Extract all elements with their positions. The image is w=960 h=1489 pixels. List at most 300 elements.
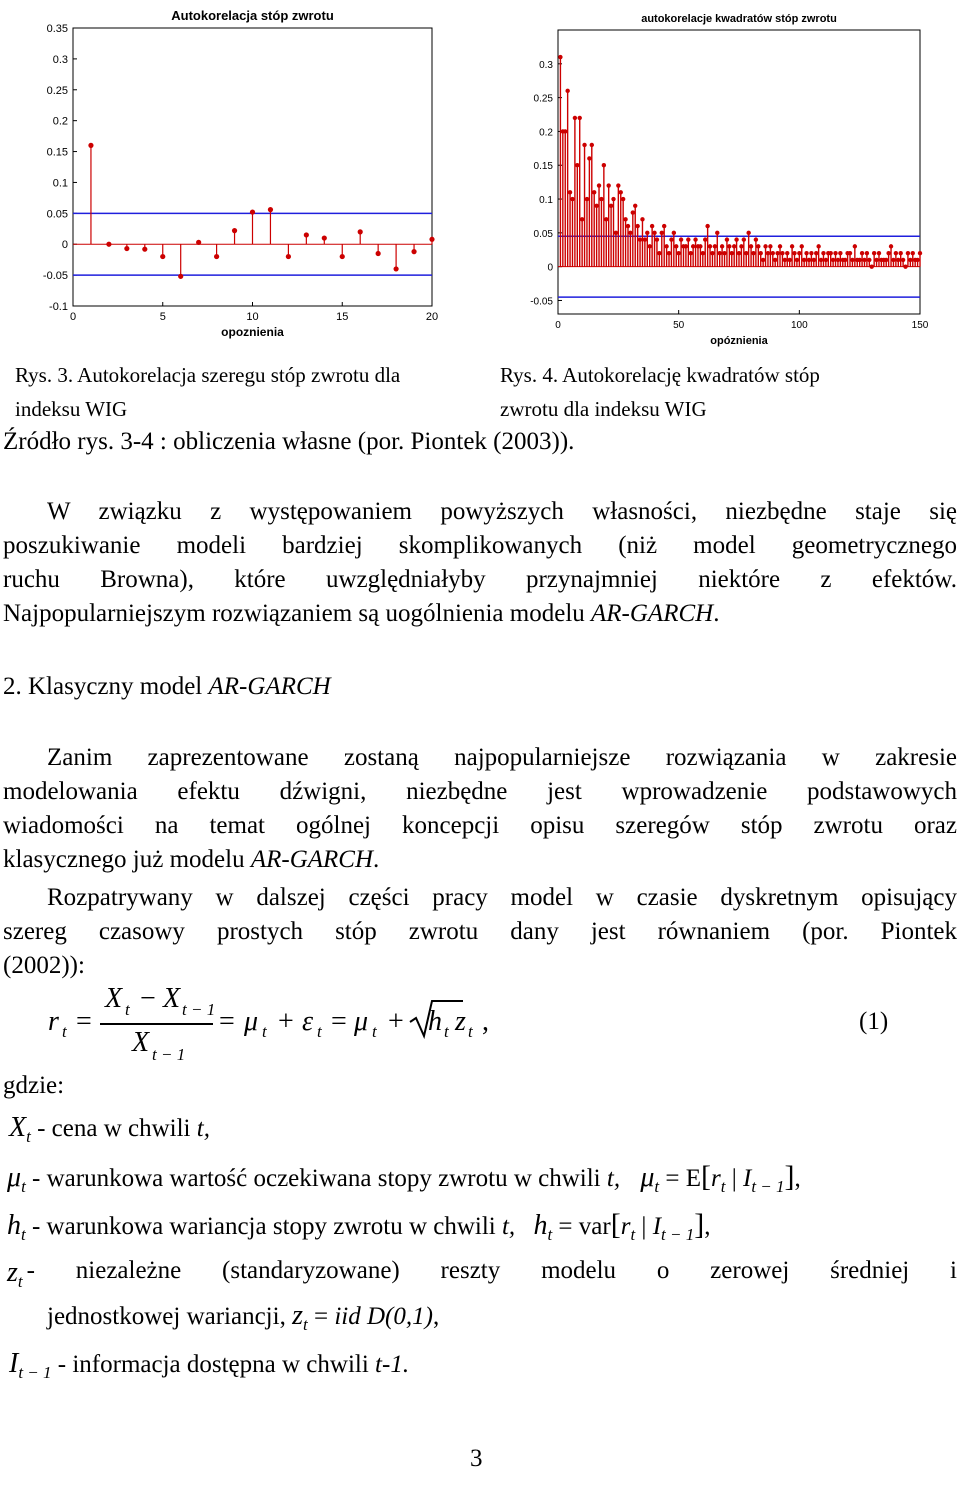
stem-point	[831, 258, 835, 262]
stem-point	[106, 242, 111, 247]
y-tick-label: 0.3	[52, 53, 68, 66]
formula-mu: $\mu_t = E[r_t$ | $I_{t - 1}$],	[640, 1160, 801, 1196]
text-fragment: Najpopularniejszym rozwiązaniem są uogólnienia modelu	[3, 600, 592, 627]
def-z-line1	[3, 1257, 957, 1292]
text-fragment: .	[373, 846, 380, 873]
stem-point	[785, 251, 789, 255]
eq-mu: μ	[244, 1006, 259, 1037]
stem-point	[763, 244, 767, 248]
stem-point	[638, 237, 642, 241]
stem-point	[394, 266, 399, 271]
stem-point	[628, 231, 632, 235]
sym-r: r	[620, 1213, 631, 1240]
stem-point	[778, 244, 782, 248]
stem-point	[886, 251, 890, 255]
sym-r: r	[711, 1165, 721, 1192]
stem-point	[590, 143, 594, 147]
stem-point	[754, 237, 758, 241]
stem-point	[713, 244, 717, 248]
stem-point	[684, 244, 688, 248]
stem-point	[870, 264, 874, 268]
def-text: jednostkowej wariancji,	[47, 1303, 293, 1330]
y-tick-label: 0	[547, 262, 553, 274]
eq-sub: t	[262, 1022, 267, 1041]
stem-point	[903, 264, 907, 268]
stem-point	[773, 258, 777, 262]
eq-plus: +	[278, 1006, 294, 1037]
def-text: - informacja dostępna w chwili	[51, 1351, 376, 1378]
stem-point	[614, 231, 618, 235]
stem-point	[679, 237, 683, 241]
model-name: AR-GARCH	[591, 600, 714, 627]
stem-point	[691, 244, 695, 248]
stem-point	[573, 116, 577, 120]
caption-left	[15, 358, 400, 426]
sym-sub: t − 1	[18, 1363, 52, 1382]
sym-z: z	[7, 1257, 18, 1288]
stem-point	[708, 244, 712, 248]
eq-equals: =	[76, 1006, 92, 1037]
stem-point	[705, 224, 709, 228]
chart-left	[0, 0, 470, 350]
stem-point	[710, 251, 714, 255]
stem-point	[376, 251, 381, 256]
sym-I: I	[9, 1348, 19, 1379]
stem-point	[843, 258, 847, 262]
stem-point	[664, 244, 668, 248]
stem-point	[575, 163, 579, 167]
section-number: 2. Klasyczny model	[3, 673, 209, 700]
stem-point	[804, 251, 808, 255]
stem-point	[751, 251, 755, 255]
stem-point	[911, 251, 915, 255]
text-line: modelowania efektu dźwigni, niezbędne jest wprowadzenie podstawowych	[3, 778, 957, 805]
y-tick-label: 0.15	[533, 161, 553, 173]
stem-point	[812, 258, 816, 262]
y-tick-label: 0.25	[533, 93, 553, 105]
where-label: gdzie:	[3, 1072, 65, 1099]
stem-point	[732, 244, 736, 248]
x-axis-label: opoznienia	[221, 325, 284, 339]
stem-point	[889, 244, 893, 248]
source-line: Źródło rys. 3-4 : obliczenia własne (por. Piontek (2003)).	[3, 428, 575, 455]
text-fragment: klasycznego już modelu	[3, 846, 251, 873]
sym-sub: t	[21, 1225, 26, 1244]
stem-point	[606, 183, 610, 187]
stem-point	[867, 258, 871, 262]
stem-point	[898, 251, 902, 255]
sym-sub: t	[302, 1315, 308, 1334]
y-tick-label: 0.05	[46, 208, 68, 221]
x-tick-label: 5	[159, 311, 166, 323]
formula-h: $h_t = var[r_t$ | $I_{t - 1}$],	[533, 1208, 711, 1244]
stem-point	[780, 251, 784, 255]
sym-E: E	[685, 1165, 702, 1192]
stem-point	[660, 231, 664, 235]
stem-point	[142, 247, 147, 252]
sym-sub: t	[17, 1272, 23, 1291]
eq-epsilon: ε	[302, 1006, 314, 1037]
stem-point	[631, 210, 635, 214]
stem-point	[746, 231, 750, 235]
sym-mu: μ	[640, 1162, 655, 1193]
eq-sub: t	[444, 1022, 449, 1041]
eq-sub: t	[317, 1022, 322, 1041]
stem-point	[759, 251, 763, 255]
stem-point	[616, 183, 620, 187]
eq-z: z	[455, 1006, 466, 1037]
definition-z	[3, 1257, 957, 1335]
stem-point	[850, 258, 854, 262]
stem-point	[874, 258, 878, 262]
stem-point	[918, 251, 922, 255]
equation-number: (1)	[859, 1008, 889, 1035]
stem-point	[802, 258, 806, 262]
y-tick-label: 0.25	[46, 84, 68, 97]
stem-point	[268, 207, 273, 212]
stem-point	[250, 209, 255, 214]
stem-point	[580, 217, 584, 221]
stem-point	[734, 237, 738, 241]
figure-left	[0, 0, 470, 350]
stem-point	[838, 251, 842, 255]
def-text: - cena w chwili	[30, 1115, 197, 1142]
sym-sub: t − 1	[751, 1177, 785, 1196]
stem-point	[872, 251, 876, 255]
x-axis-label: opóznienia	[710, 335, 768, 347]
stem-point	[565, 89, 569, 93]
stem-point	[340, 254, 345, 259]
sym-iid: iid D(0,1)	[334, 1303, 433, 1330]
stem-point	[715, 231, 719, 235]
figure-right	[490, 0, 960, 350]
caption-right-line2: zwrotu dla indeksu WIG	[500, 397, 707, 421]
stem-point	[884, 258, 888, 262]
stem-point	[722, 251, 726, 255]
stem-point	[578, 116, 582, 120]
stem-point	[563, 129, 567, 133]
stem-point	[703, 237, 707, 241]
stem-point	[896, 258, 900, 262]
x-tick-label: 0	[69, 311, 77, 323]
paragraph-1	[3, 495, 957, 631]
stem-point	[720, 244, 724, 248]
stem-point	[783, 258, 787, 262]
caption-right	[500, 358, 820, 426]
y-tick-label: 0.2	[52, 115, 68, 128]
stem-point	[411, 249, 416, 254]
stem-point	[730, 251, 734, 255]
stem-point	[877, 251, 881, 255]
stem-point	[833, 251, 837, 255]
stem-point	[568, 190, 572, 194]
stem-point	[824, 258, 828, 262]
stem-point	[744, 251, 748, 255]
y-tick-label: 0.35	[46, 23, 68, 35]
def-var: t-1.	[375, 1351, 410, 1378]
stem-point	[587, 156, 591, 160]
stem-point	[602, 163, 606, 167]
stem-point	[619, 190, 623, 194]
sym-h: h	[533, 1210, 548, 1241]
x-tick-label: 20	[425, 311, 439, 323]
stem-point	[667, 251, 671, 255]
stem-point	[853, 244, 857, 248]
sym-sub: t	[720, 1177, 726, 1196]
stem-point	[655, 237, 659, 241]
eq-sub: t	[125, 1000, 130, 1019]
section-model-name: AR-GARCH	[208, 673, 331, 700]
stem-point	[792, 251, 796, 255]
stem-point	[807, 258, 811, 262]
eq-mu: μ	[354, 1006, 369, 1037]
stem-point	[894, 251, 898, 255]
stem-point	[232, 228, 237, 233]
x-tick-label: 100	[790, 320, 808, 331]
stem-point	[737, 251, 741, 255]
sym-comma: ,	[432, 1303, 440, 1330]
stem-point	[604, 217, 608, 221]
stem-point	[672, 231, 676, 235]
sym-sub: t	[547, 1225, 553, 1244]
x-tick-label: 0	[555, 320, 561, 331]
sym-sub: t	[630, 1225, 636, 1244]
y-tick-label: 0.05	[533, 228, 553, 240]
y-tick-label: 0.1	[52, 177, 68, 190]
stem-point	[124, 246, 129, 251]
y-tick-label: 0.1	[539, 195, 553, 207]
stem-point	[609, 204, 613, 208]
eq-comma: ,	[482, 1006, 489, 1037]
text-fragment: .	[713, 600, 720, 627]
text-line: Rozpatrywany w dalszej części pracy model w czasie dyskretnym opisujący	[47, 884, 957, 911]
text-line: Zanim zaprezentowane zostaną najpopularniejsze rozwiązania w zakresie	[47, 744, 957, 771]
stem-point	[836, 258, 840, 262]
stem-point	[592, 190, 596, 194]
text-line: poszukiwanie modeli bardziej skomplikowanych (niż model geometrycznego	[3, 532, 957, 559]
eq-sub: t − 1	[182, 1000, 216, 1019]
stem-point	[597, 183, 601, 187]
stem-point	[768, 244, 772, 248]
x-tick-label: 150	[911, 320, 929, 331]
plot-frame	[73, 28, 432, 306]
stem-point	[819, 258, 823, 262]
sym-sub: t	[654, 1177, 660, 1196]
sym-eq: =	[313, 1303, 329, 1330]
x-tick-label: 10	[246, 311, 259, 323]
text-line: wiadomości na temat ogólnej koncepcji opisu szeregów stóp zwrotu oraz	[3, 812, 957, 839]
stem-point	[857, 258, 861, 262]
stem-point	[599, 197, 603, 201]
text-line	[3, 597, 957, 631]
y-tick-label: 0	[61, 239, 68, 252]
stem-point	[196, 240, 201, 245]
stem-point	[558, 55, 562, 59]
eq-X: X	[132, 1027, 150, 1058]
stem-point	[582, 143, 586, 147]
definition-mu	[3, 1160, 957, 1197]
chart-title: autokorelacje kwadratów stóp zwrotu	[641, 13, 837, 25]
definition-h	[3, 1208, 957, 1245]
stem-point	[643, 237, 647, 241]
stem-point	[689, 251, 693, 255]
sym-mu: μ	[7, 1162, 22, 1193]
text-line: W związku z występowaniem powyższych własności, niezbędne staje się	[47, 498, 957, 525]
stem-point	[626, 224, 630, 228]
stem-point	[915, 258, 919, 262]
stem-point	[657, 251, 661, 255]
stem-point	[662, 224, 666, 228]
section-heading	[3, 673, 331, 701]
stem-point	[829, 251, 833, 255]
eq-equals: =	[331, 1006, 347, 1037]
stem-point	[749, 244, 753, 248]
stem-point	[570, 197, 574, 201]
eq-sub: t	[372, 1022, 377, 1041]
stem-point	[640, 217, 644, 221]
stem-point	[717, 251, 721, 255]
stem-point	[891, 258, 895, 262]
def-var: t,	[606, 1165, 621, 1192]
stem-point	[742, 237, 746, 241]
y-tick-label: 0.2	[539, 127, 553, 139]
sym-var: var	[578, 1213, 611, 1240]
stem-point	[88, 143, 93, 148]
eq-minus: −	[140, 983, 156, 1014]
stem-point	[693, 237, 697, 241]
stem-point	[286, 254, 291, 259]
stem-point	[816, 244, 820, 248]
eq-equals: =	[219, 1006, 235, 1037]
stem-point	[809, 251, 813, 255]
stem-point	[698, 244, 702, 248]
stem-point	[623, 217, 627, 221]
paragraph-2	[3, 741, 957, 877]
stem-point	[594, 204, 598, 208]
definition-I	[3, 1348, 957, 1383]
stem-point	[787, 258, 791, 262]
stem-point	[650, 224, 654, 228]
stem-point	[585, 197, 589, 201]
y-tick-label: -0.05	[530, 296, 553, 308]
stem-point	[865, 251, 869, 255]
sym-sub: t	[26, 1127, 31, 1146]
stem-point	[756, 244, 760, 248]
sym-h: h	[7, 1210, 21, 1241]
stem-point	[771, 251, 775, 255]
eq-X: X	[163, 983, 181, 1014]
stem-point	[669, 237, 673, 241]
x-tick-label: 50	[673, 320, 685, 331]
stem-point	[635, 224, 639, 228]
text-line: szereg czasowy prostych stóp zwrotu dany jest równaniem (por. Piontek	[3, 918, 957, 945]
stem-point	[429, 237, 434, 242]
def-var: t,	[501, 1213, 516, 1240]
stem-point	[645, 231, 649, 235]
caption-right-line1: Rys. 4. Autokorelację kwadratów stóp	[500, 363, 820, 387]
eq-r: r	[48, 1006, 59, 1037]
stem-point	[633, 204, 637, 208]
stem-point	[800, 244, 804, 248]
def-text: - niezależne (standaryzowane) reszty modelu o zerowej średniej i	[26, 1257, 957, 1284]
sym-sub: t − 1	[661, 1225, 695, 1244]
definition-X	[3, 1112, 957, 1147]
stem-point	[621, 197, 625, 201]
sym-eq: =	[558, 1213, 573, 1240]
stem-point	[725, 237, 729, 241]
eq-sub: t − 1	[152, 1045, 186, 1064]
y-tick-label: 0.15	[46, 146, 68, 159]
caption-left-line1: Rys. 3. Autokorelacja szeregu stóp zwrotu dla	[15, 363, 401, 387]
sym-X: X	[9, 1112, 27, 1143]
eq-X: X	[105, 983, 123, 1014]
stem-point	[790, 244, 794, 248]
stem-point	[901, 258, 905, 262]
stem-point	[739, 244, 743, 248]
stem-point	[797, 251, 801, 255]
plot-frame	[558, 30, 920, 314]
y-tick-label: -0.1	[49, 301, 68, 313]
stem-point	[862, 258, 866, 262]
eq-plus: +	[388, 1006, 404, 1037]
eq-sub: t	[468, 1022, 473, 1041]
sym-eq: =	[665, 1165, 680, 1192]
model-name: AR-GARCH	[250, 846, 374, 873]
stem-point	[775, 251, 779, 255]
text-line: ruchu Browna), które uwzględniałyby przynajmniej niektóre z efektów.	[3, 566, 957, 593]
stem-point	[160, 254, 165, 259]
stem-point	[674, 244, 678, 248]
text-line	[3, 843, 957, 877]
sym-sub: t	[21, 1177, 26, 1196]
stem-point	[648, 244, 652, 248]
stem-point	[358, 229, 363, 234]
stem-point	[611, 197, 615, 201]
stem-point	[676, 251, 680, 255]
stem-point	[848, 251, 852, 255]
stem-point	[860, 251, 864, 255]
fraction-bar	[100, 1023, 213, 1025]
stem-point	[906, 251, 910, 255]
eq-h: h	[428, 1006, 442, 1037]
caption-left-line2: indeksu WIG	[15, 397, 128, 421]
y-tick-label: -0.05	[42, 270, 68, 283]
def-text: - warunkowa wariancja stopy zwrotu w chwili	[25, 1213, 502, 1240]
chart-right	[490, 0, 960, 350]
page-number: 3	[470, 1445, 483, 1472]
def-z-line2	[47, 1300, 957, 1335]
stem-point	[727, 244, 731, 248]
sym-z: z	[292, 1300, 303, 1331]
def-var: t,	[196, 1115, 210, 1142]
paragraph-3	[3, 881, 957, 983]
stem-point	[686, 237, 690, 241]
y-tick-label: 0.3	[539, 59, 553, 71]
stem-point	[304, 232, 309, 237]
text-line: (2002)):	[3, 952, 85, 979]
stem-point	[761, 258, 765, 262]
stem-point	[795, 258, 799, 262]
x-tick-label: 15	[336, 311, 349, 323]
stem-point	[701, 251, 705, 255]
chart-title: Autokorelacja stóp zwrotu	[171, 8, 334, 23]
stem-point	[908, 258, 912, 262]
stem-point	[814, 251, 818, 255]
stem-point	[821, 251, 825, 255]
stem-point	[322, 235, 327, 240]
stem-point	[178, 274, 183, 279]
eq-sub: t	[62, 1022, 67, 1041]
